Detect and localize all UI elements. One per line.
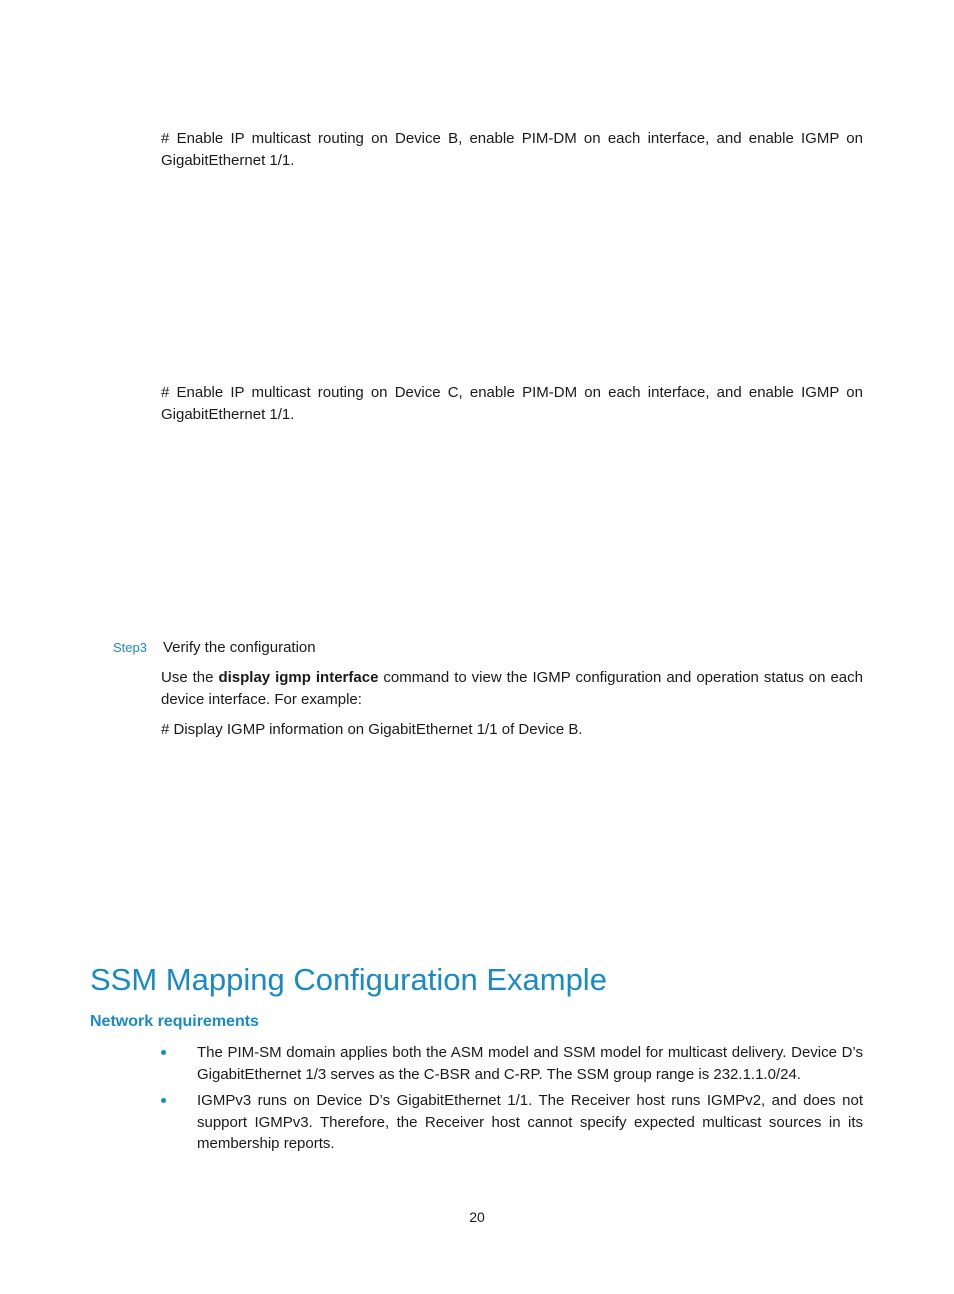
- device-c-instruction: # Enable IP multicast routing on Device C, enable PIM-DM on each interface, and enable IGMP on GigabitEthernet 1/1.: [161, 384, 863, 423]
- list-item-text: The PIM-SM domain applies both the ASM model and SSM model for multicast delivery. Device D’s GigabitEthernet 1/3 serves as the C-BSR and C-RP. The SSM group range is 232.1.1.0/24.: [197, 1044, 863, 1083]
- bullet-icon: [161, 1050, 166, 1055]
- section-subtitle: Network requirements: [90, 1013, 259, 1030]
- bullet-icon: [161, 1098, 166, 1103]
- verify-paragraph: [161, 667, 863, 710]
- verify-prefix: Use the: [161, 669, 219, 686]
- page-number: 20: [469, 1209, 485, 1225]
- device-b-instruction: # Enable IP multicast routing on Device B, enable PIM-DM on each interface, and enable IGMP on GigabitEthernet 1/1.: [161, 130, 863, 169]
- list-item-text: IGMPv3 runs on Device D’s GigabitEthernet 1/1. The Receiver host runs IGMPv2, and does not support IGMPv3. Therefore, the Receiver host cannot specify expected multicast sources in its membership reports.: [197, 1092, 863, 1152]
- display-note: # Display IGMP information on GigabitEthernet 1/1 of Device B.: [161, 721, 583, 738]
- step3-row: [113, 637, 316, 658]
- verify-command: display igmp interface: [218, 669, 379, 686]
- list-item: [161, 1090, 863, 1155]
- section-title: SSM Mapping Configuration Example: [90, 962, 607, 997]
- step3-text: Verify the configuration: [163, 639, 316, 656]
- step3-label: Step3: [113, 640, 147, 655]
- verify-suffix: command to view the IGMP configuration and operation status on each device interface. For example:: [161, 669, 863, 708]
- list-item: [161, 1042, 863, 1085]
